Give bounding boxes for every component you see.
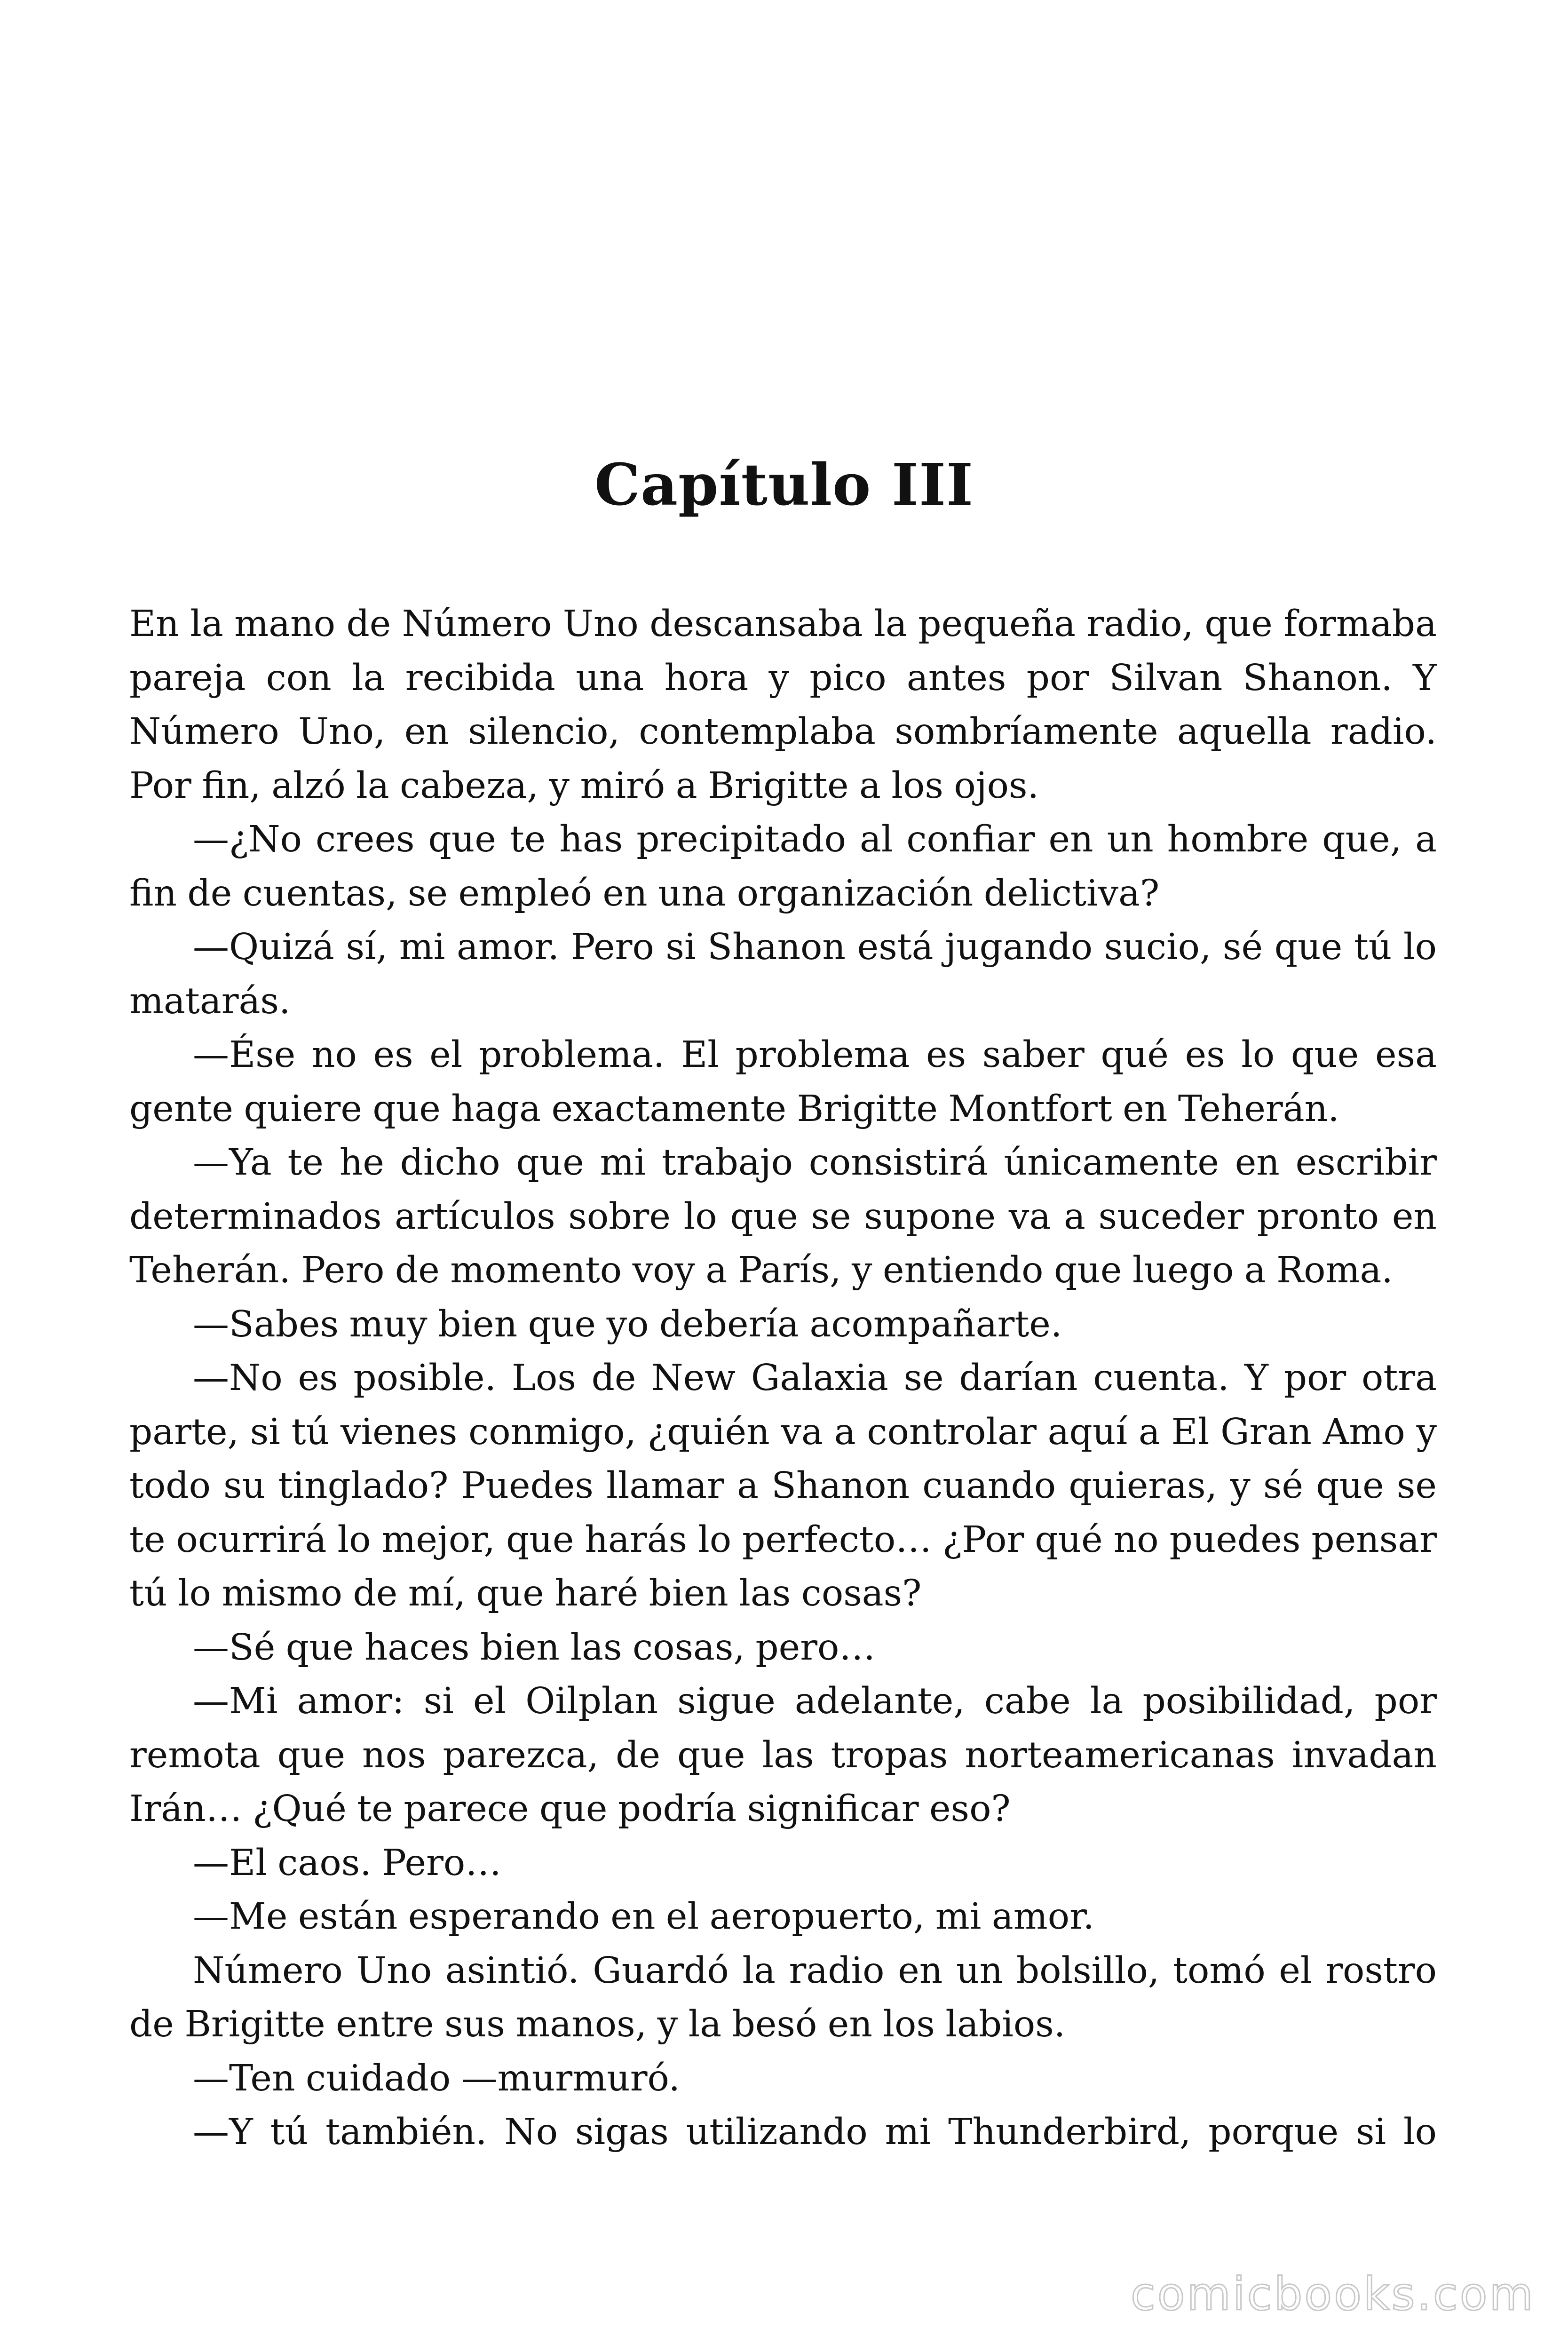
paragraph-8: —Sé que haces bien las cosas, pero… — [193, 1626, 876, 1669]
paragraph-1: En la mano de Número Uno descansaba la pequeña radio, que formaba pareja con la recibida una hora y pico antes por Silvan Shanon. Y Número Uno, en silencio, contemplaba sombríamente aquella radio. Por fin, alzó la cabeza, y miró a Brigitte a los ojos. — [129, 603, 1437, 807]
paragraph-2: —¿No crees que te has precipitado al confiar en un hombre que, a fin de cuentas, se empleó en una organización delictiva? — [129, 818, 1437, 914]
paragraph-14: —Y tú también. No sigas utilizando mi Thunderbird, porque si lo — [193, 2111, 1437, 2153]
paragraph-5: —Ya te he dicho que mi trabajo consistirá únicamente en escribir determinados artículos sobre lo que se supone va a suceder pronto en Teherán. Pero de momento voy a París, y entiendo que luego a Roma. — [129, 1142, 1437, 1291]
paragraph-13: —Ten cuidado —murmuró. — [193, 2057, 680, 2099]
paragraph-9: —Mi amor: si el Oilplan sigue adelante, cabe la posibilidad, por remota que nos parezca, de que las tropas norteamericanas invadan Irán… ¿Qué te parece que podría significar eso? — [129, 1680, 1437, 1830]
paragraph-7: —No es posible. Los de New Galaxia se darían cuenta. Y por otra parte, si tú vienes conmigo, ¿quién va a controlar aquí a El Gran Amo y todo su tinglado? Puedes llamar a Shanon cuando quieras, y sé que se te ocurrirá lo mejor, que harás lo perfecto… ¿Por qué no puedes pensar tú lo mismo de mí, que haré bien las cosas? — [129, 1357, 1437, 1614]
paragraph-4: —Ése no es el problema. El problema es saber qué es lo que esa gente quiere que haga exactamente Brigitte Montfort en Teherán. — [129, 1034, 1437, 1130]
chapter-body — [129, 597, 1437, 2160]
watermark: comicbooks.com — [1130, 2268, 1535, 2320]
paragraph-10: —El caos. Pero… — [193, 1842, 502, 1884]
paragraph-12: Número Uno asintió. Guardó la radio en un bolsillo, tomó el rostro de Brigitte entre sus manos, y la besó en los labios. — [129, 1949, 1437, 2045]
paragraph-6: —Sabes muy bien que yo debería acompañarte. — [193, 1303, 1062, 1345]
paragraph-3: —Quizá sí, mi amor. Pero si Shanon está jugando sucio, sé que tú lo matarás. — [129, 926, 1437, 1022]
paragraph-11: —Me están esperando en el aeropuerto, mi amor. — [193, 1896, 1094, 1938]
chapter-title: Capítulo III — [594, 451, 974, 518]
